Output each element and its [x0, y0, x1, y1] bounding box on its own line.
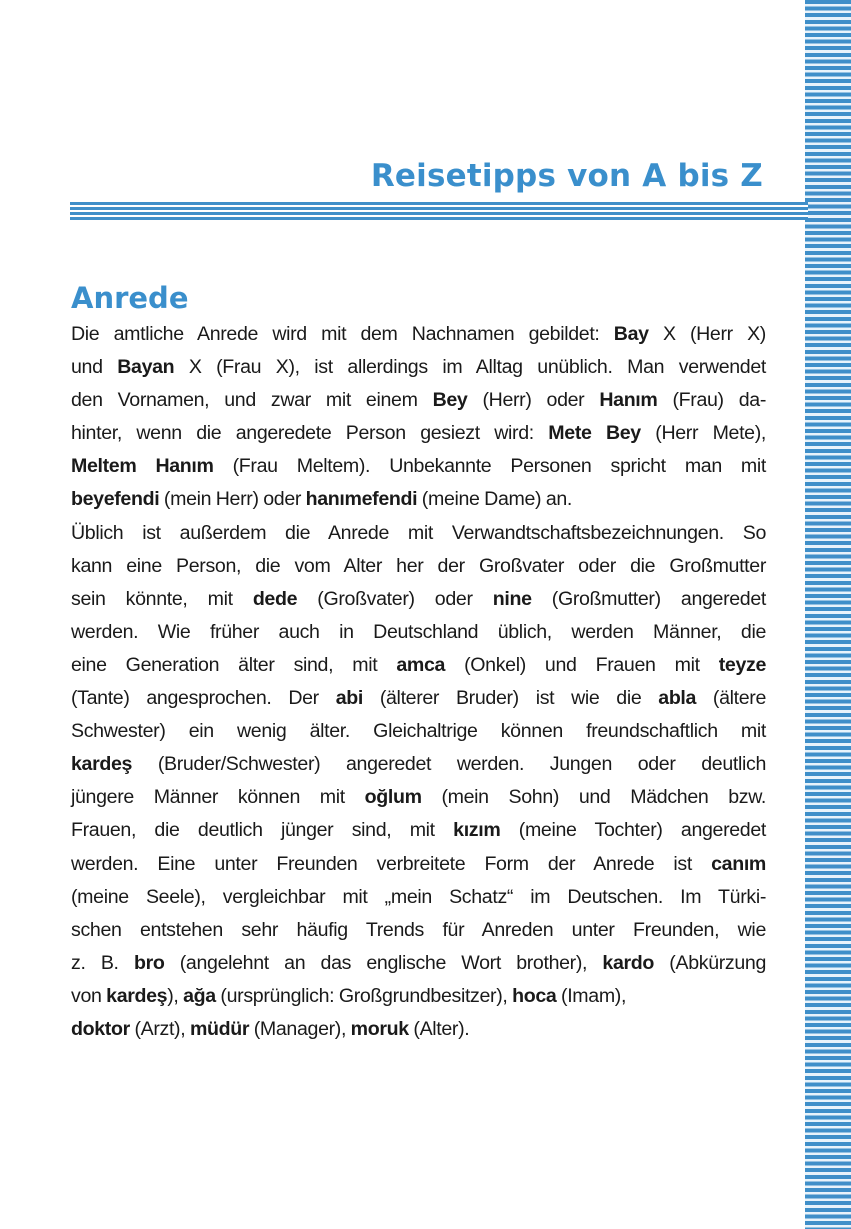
body-text: von — [71, 984, 107, 1007]
turkish-term: kardeş — [106, 984, 168, 1007]
body-text: (Großmutter) angeredet — [531, 587, 766, 610]
turkish-term: amca — [396, 653, 446, 676]
turkish-term: teyze — [718, 653, 766, 676]
body-line — [71, 483, 766, 516]
turkish-term: Hanım — [599, 389, 658, 412]
body-line — [71, 517, 766, 550]
body-text: Die amtliche Anrede wird mit dem Nachnamen gebildet: — [71, 323, 614, 345]
body-text: (ältere — [696, 687, 767, 710]
turkish-term: bro — [133, 951, 165, 974]
turkish-term: Meltem Hanım — [71, 455, 214, 478]
turkish-term: hoca — [512, 984, 557, 1007]
body-line — [71, 980, 766, 1013]
turkish-term: kardeş — [71, 753, 133, 776]
body-text: kann eine Person, die vom Alter her der Großvater oder die Großmutter — [71, 554, 766, 577]
body-text: (Abkürzung — [654, 951, 767, 974]
body-text: (Imam), — [556, 984, 627, 1007]
body-line — [71, 1013, 766, 1046]
turkish-term: kardo — [602, 951, 655, 974]
turkish-term: abla — [658, 687, 697, 710]
body-text: hinter, wenn die angeredete Person gesiezt wird: — [71, 422, 549, 445]
body-text: den Vornamen, und zwar mit einem — [71, 389, 433, 412]
turkish-term: dede — [252, 587, 298, 610]
turkish-term: Mete Bey — [548, 422, 641, 445]
body-line — [71, 682, 766, 715]
body-text: (meine Dame) an. — [417, 488, 573, 511]
turkish-term: hanımefendi — [305, 488, 418, 511]
turkish-term: beyefendi — [71, 488, 160, 511]
turkish-term: moruk — [350, 1017, 409, 1040]
body-text: (Tante) angesprochen. Der — [71, 687, 336, 710]
body-text: z. B. — [71, 951, 134, 974]
body-text: Schwester) ein wenig älter. Gleichaltrige können freundschaftlich mit — [71, 720, 766, 743]
page-edge-stripes — [805, 0, 851, 1229]
body-text: (mein Herr) oder — [159, 488, 306, 511]
body-text: Üblich ist außerdem die Anrede mit Verwandtschaftsbezeichnungen. So — [71, 521, 766, 544]
body-text: schen entstehen sehr häufig Trends für Anreden unter Freunden, wie — [71, 918, 766, 941]
body-line — [71, 781, 766, 814]
body-line — [71, 947, 766, 980]
body-text: X (Frau X), ist allerdings im Alltag unüblich. Man verwendet — [174, 356, 766, 379]
body-line — [71, 616, 766, 649]
body-line — [71, 914, 766, 947]
turkish-term: Bay — [613, 323, 649, 345]
body-text: (Frau Meltem). Unbekannte Personen spricht man mit — [213, 455, 767, 478]
body-text: (meine Tochter) angeredet — [500, 819, 766, 842]
body-text: X (Herr X) — [648, 323, 766, 345]
body-line — [71, 450, 766, 483]
turkish-term: Bey — [432, 389, 468, 412]
body-line — [71, 417, 766, 450]
turkish-term: Bayan — [117, 356, 175, 379]
body-text: (Manager), — [249, 1017, 351, 1040]
turkish-term: canım — [711, 852, 766, 875]
section-title-rules — [70, 202, 808, 220]
article-heading: Anrede — [71, 281, 189, 315]
body-text: (Arzt), — [129, 1017, 190, 1040]
body-line — [71, 748, 766, 781]
body-text: (Alter). — [408, 1017, 470, 1040]
body-text: jüngere Männer können mit — [71, 786, 365, 809]
turkish-term: doktor — [71, 1017, 130, 1040]
body-line — [71, 881, 766, 914]
body-text: (Herr) oder — [467, 389, 600, 412]
body-text: (angelehnt an das englische Wort brother), — [164, 951, 603, 974]
body-text: (mein Sohn) und Mädchen bzw. — [421, 786, 767, 809]
body-line — [71, 715, 766, 748]
turkish-term: müdür — [189, 1017, 250, 1040]
body-text: (meine Seele), vergleichbar mit „mein Schatz“ im Deutschen. Im Türki- — [71, 885, 766, 908]
body-line — [71, 384, 766, 417]
turkish-term: nine — [492, 587, 532, 610]
body-text: Frauen, die deutlich jünger sind, mit — [71, 819, 454, 842]
body-text: sein könnte, mit — [71, 587, 253, 610]
body-text: werden. Wie früher auch in Deutschland üblich, werden Männer, die — [71, 620, 766, 643]
article-anrede — [71, 280, 766, 1046]
turkish-term: abi — [335, 687, 363, 710]
body-line — [71, 814, 766, 847]
body-text: (Bruder/Schwester) angeredet werden. Jungen oder deutlich — [132, 753, 766, 776]
body-text: ), — [167, 984, 184, 1007]
article-body — [71, 318, 766, 1046]
body-line — [71, 550, 766, 583]
body-line — [71, 351, 766, 384]
body-text: (ursprünglich: Großgrundbesitzer), — [215, 984, 513, 1007]
body-text: und — [71, 356, 118, 379]
body-line — [71, 583, 766, 616]
body-text: eine Generation älter sind, mit — [71, 653, 397, 676]
turkish-term: ağa — [183, 984, 216, 1007]
body-line — [71, 649, 766, 682]
body-text: werden. Eine unter Freunden verbreitete Form der Anrede ist — [71, 852, 712, 875]
turkish-term: oğlum — [364, 786, 422, 809]
body-line — [71, 848, 766, 881]
body-text: (älterer Bruder) ist wie die — [362, 687, 659, 710]
body-text: (Großvater) oder — [297, 587, 493, 610]
body-line — [71, 318, 766, 351]
body-text: (Onkel) und Frauen mit — [445, 653, 719, 676]
body-text: (Herr Mete), — [640, 422, 767, 445]
section-title: Reisetipps von A bis Z — [370, 158, 763, 194]
turkish-term: kızım — [453, 819, 501, 842]
body-text: (Frau) da- — [657, 389, 766, 412]
